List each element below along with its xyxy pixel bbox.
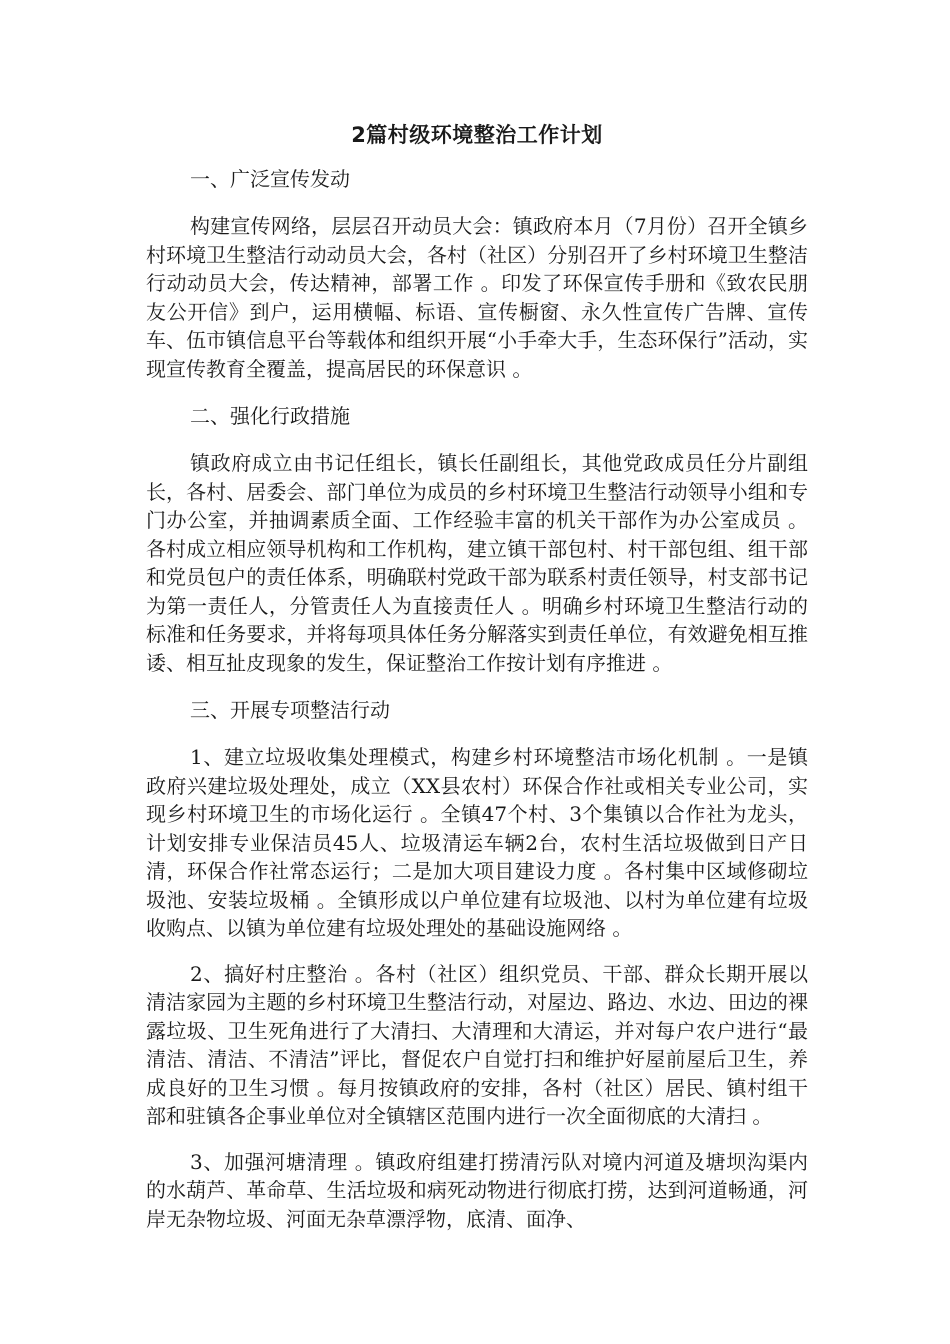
section-1-paragraph-1: 构建宣传网络，层层召开动员大会：镇政府本月（7月份）召开全镇乡村环境卫生整洁行动动员大会，各村（社区）分别召开了乡村环境卫生整洁行动动员大会，传达精神，部署工作 。印发了环保宣传手册和《致农民朋友公开信》到户，运用横幅、标语、宣传橱窗、永久性宣传广告牌、宣传车、伍市镇信息平台等载体和组织开展“小手牵大手，生态环保行”活动，实现宣传教育全覆盖，提高居民的环保意识 。 (146, 214, 808, 381)
section-3-paragraph-1: 1、建立垃圾收集处理模式，构建乡村环境整洁市场化机制 。一是镇政府兴建垃圾处理处，成立（XX县农村）环保合作社或相关专业公司，实现乡村环境卫生的市场化运行 。全镇47个村、3个集镇以合作社为龙头，计划安排专业保洁员45人、垃圾清运车辆2台，农村生活垃圾做到日产日清，环保合作社常态运行；二是加大项目建设力度 。各村集中区域修砌垃圾池、安装垃圾桶 。全镇形成以户单位建有垃圾池、以村为单位建有垃圾收购点、以镇为单位建有垃圾处理处的基础设施网络 。 (146, 745, 808, 940)
section-3-paragraph-3: 3、加强河塘清理 。镇政府组建打捞清污队对境内河道及塘坝沟渠内的水葫芦、革命草、生活垃圾和病死动物进行彻底打捞，达到河道畅通，河岸无杂物垃圾、河面无杂草漂浮物，底清、面净、 (146, 1149, 808, 1231)
section-heading-1: 一、广泛宣传发动 (190, 167, 350, 191)
section-heading-2: 二、强化行政措施 (190, 404, 350, 428)
document-title: 2篇村级环境整治工作计划 (351, 123, 603, 147)
document-body (146, 118, 808, 1250)
section-heading-3: 三、开展专项整洁行动 (190, 698, 390, 722)
section-2-paragraph-1: 镇政府成立由书记任组长，镇长任副组长，其他党政成员任分片副组长，各村、居委会、部门单位为成员的乡村环境卫生整洁行动领导小组和专门办公室，并抽调素质全面、工作经验丰富的机关干部作为办公室成员 。各村成立相应领导机构和工作机构，建立镇干部包村、村干部包组、组干部和党员包户的责任体系，明确联村党政干部为联系村责任领导，村支部书记为第一责任人，分管责任人为直接责任人 。明确乡村环境卫生整洁行动的标准和任务要求，并将每项具体任务分解落实到责任单位，有效避免相互推诿、相互扯皮现象的发生，保证整治工作按计划有序推进 。 (146, 451, 808, 675)
section-3-paragraph-2: 2、搞好村庄整治 。各村（社区）组织党员、干部、群众长期开展以清洁家园为主题的乡村环境卫生整洁行动，对屋边、路边、水边、田边的裸露垃圾、卫生死角进行了大清扫、大清理和大清运，并对每户农户进行“最清洁、清洁、不清洁”评比，督促农户自觉打扫和维护好屋前屋后卫生，养成良好的卫生习惯 。每月按镇政府的安排，各村（社区）居民、镇村组干部和驻镇各企事业单位对全镇辖区范围内进行一次全面彻底的大清扫 。 (146, 961, 808, 1128)
